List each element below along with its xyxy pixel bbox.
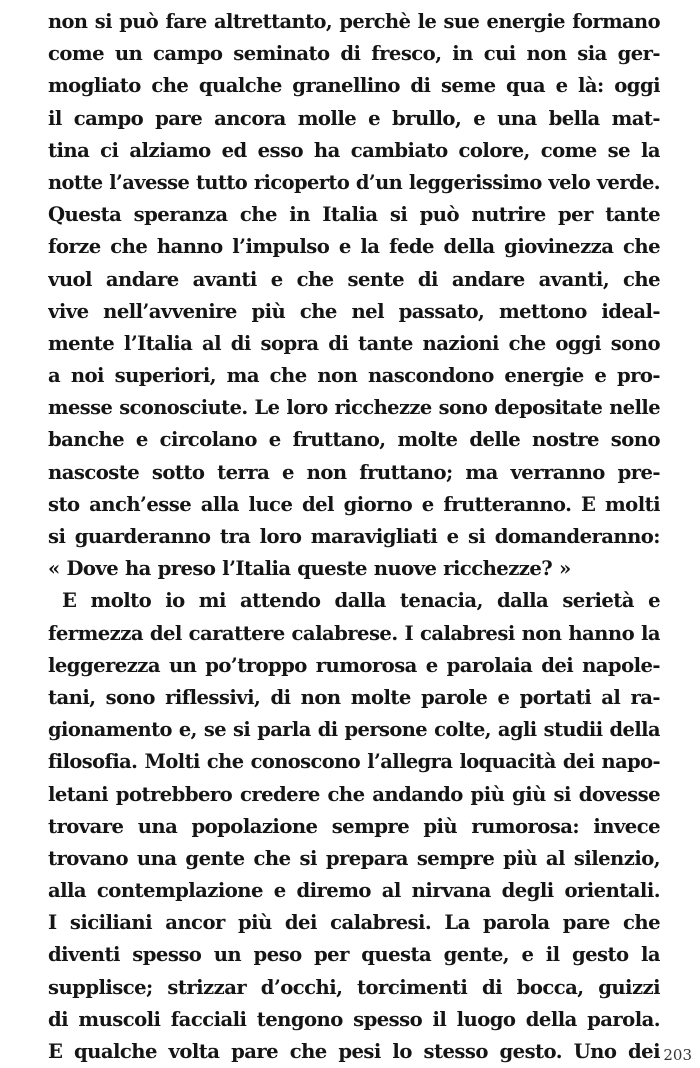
text-line: forze che hanno l’impulso e la fede della giovinezza che bbox=[48, 235, 660, 259]
text-line: tani, sono riflessivi, di non molte parole e portati al ra- bbox=[48, 685, 660, 709]
text-line: supplisce; strizzar d’occhi, torcimenti di bocca, guizzi bbox=[48, 975, 660, 999]
text-line: leggerezza un po’troppo rumorosa e parolaia dei napole- bbox=[48, 653, 660, 677]
text-line: mogliato che qualche granellino di seme qua e là: oggi bbox=[48, 74, 660, 98]
text-line: non si può fare altrettanto, perchè le sue energie formano bbox=[48, 10, 660, 33]
text-line: diventi spesso un peso per questa gente, e il gesto la bbox=[48, 943, 660, 967]
text-line: Questa speranza che in Italia si può nutrire per tante bbox=[48, 203, 660, 227]
text-line: gionamento e, se si parla di persone colte, agli studii della bbox=[48, 718, 660, 742]
text-line: I siciliani ancor più dei calabresi. La parola pare che bbox=[48, 911, 660, 935]
text-line: come un campo seminato di fresco, in cui non sia ger- bbox=[48, 42, 660, 66]
text-line: a noi superiori, ma che non nascondono energie e pro- bbox=[48, 364, 660, 388]
text-line: banche e circolano e fruttano, molte delle nostre sono bbox=[48, 428, 660, 452]
text-line: letani potrebbero credere che andando più giù si dovesse bbox=[48, 782, 660, 806]
text-line: vuol andare avanti e che sente di andare avanti, che bbox=[48, 267, 660, 291]
text-line: E qualche volta pare che pesi lo stesso gesto. Uno dei bbox=[48, 1040, 660, 1063]
text-line: sto anch’esse alla luce del giorno e frutteranno. E molti bbox=[48, 492, 660, 516]
text-line: il campo pare ancora molle e brullo, e una bella mat- bbox=[48, 106, 660, 130]
text-line: messe sconosciute. Le loro ricchezze sono depositate nelle bbox=[48, 396, 660, 420]
text-line: si guarderanno tra loro maravigliati e si domanderanno: bbox=[48, 525, 660, 548]
text-line: vive nell’avvenire più che nel passato, mettono ideal- bbox=[48, 299, 660, 323]
text-line: filosofia. Molti che conoscono l’allegra loquacità dei napo- bbox=[48, 750, 660, 774]
text-line: trovare una popolazione sempre più rumorosa: invece bbox=[48, 814, 660, 838]
text-line: alla contemplazione e diremo al nirvana degli orientali. bbox=[48, 879, 660, 903]
text-line: nascoste sotto terra e non fruttano; ma verranno pre- bbox=[48, 460, 660, 484]
text-line-paragraph-end: « Dove ha preso l’Italia queste nuove ricchezze? » bbox=[48, 557, 571, 581]
text-line: di muscoli facciali tengono spesso il luogo della parola. bbox=[48, 1007, 660, 1031]
text-line: trovano una gente che si prepara sempre più al silenzio, bbox=[48, 846, 660, 870]
text-line: notte l’avesse tutto ricoperto d’un leggerissimo velo verde. bbox=[48, 170, 660, 194]
text-line: mente l’Italia al di sopra di tante nazioni che oggi sono bbox=[48, 331, 660, 355]
text-line-paragraph-start: E molto io mi attendo dalla tenacia, dalla serietà e bbox=[62, 589, 660, 613]
page-number: 203 bbox=[663, 1046, 692, 1064]
text-line: tina ci alziamo ed esso ha cambiato colore, come se la bbox=[48, 138, 660, 162]
page-body bbox=[48, 6, 660, 1068]
text-line: fermezza del carattere calabrese. I calabresi non hanno la bbox=[48, 621, 660, 645]
